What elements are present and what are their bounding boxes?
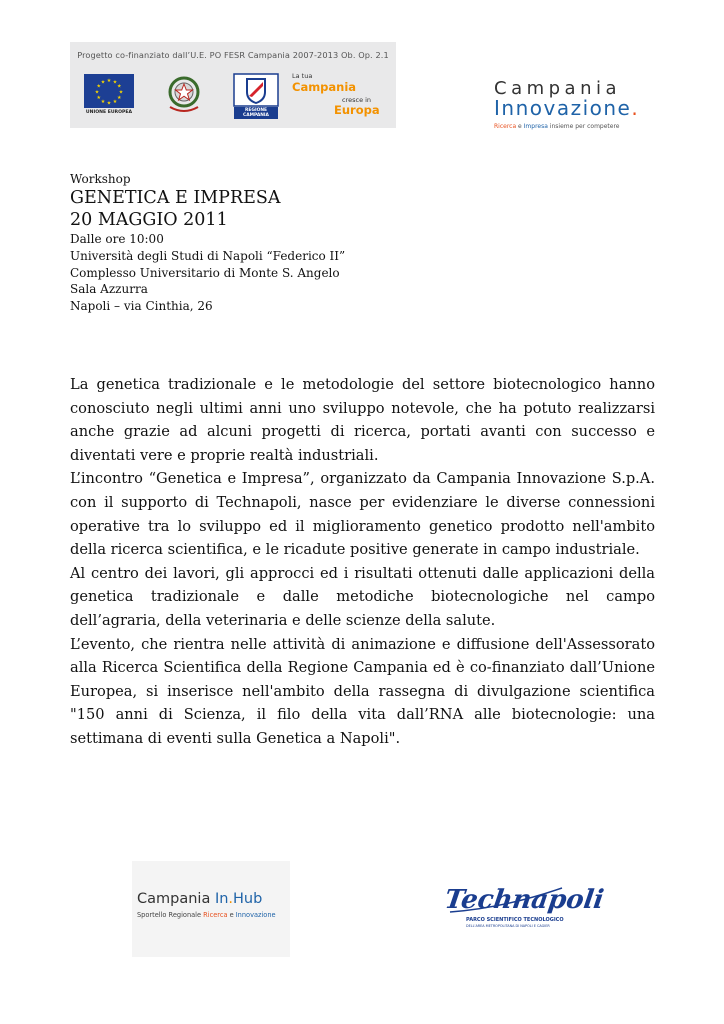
inhub-title (137, 891, 262, 907)
eu-flag-logo (84, 74, 134, 115)
technapoli-logo (442, 878, 606, 936)
svg-text:★: ★ (117, 95, 122, 101)
event-time: Dalle ore 10:00 (70, 232, 164, 246)
svg-text:★: ★ (100, 99, 106, 105)
svg-text:★: ★ (117, 83, 122, 90)
ce-line3: cresce in (342, 96, 372, 104)
paragraph-4: L’evento, che rientra nelle attività di animazione e diffusione dell'Assessorato alla Ricerca Scientifica della Regione Campania ed è co-finanziato dall’Unione Europea, si inserisce nell'ambito della rassegna di divulgazione scientifica "150 anni di Scienza, il filo della vita dall’RNA alle biotecnologie: una settimana di eventi sulla Genetica a Napoli". (70, 635, 655, 747)
technapoli-subtitle1: PARCO SCIENTIFICO TECNOLOGICO (466, 917, 564, 923)
inhub-sub-innovazione: Innovazione (235, 911, 276, 919)
technapoli-wordmark: Technapoli (442, 884, 606, 915)
svg-text:★: ★ (112, 79, 118, 86)
inhub-in: In (214, 891, 229, 907)
ci-logo-tagline (494, 123, 620, 130)
ci-logo-line2 (494, 96, 639, 120)
eu-label: UNIONE EUROPEA (85, 110, 133, 115)
inhub-campania: Campania (137, 891, 215, 907)
svg-text:★: ★ (112, 99, 118, 105)
banner-caption: Progetto co-finanziato dall’U.E. PO FESR Campania 2007-2013 Ob. Op. 2.1 (77, 50, 389, 60)
region-crest-icon (234, 74, 278, 106)
tagline-e: e (516, 123, 524, 130)
svg-text:★: ★ (106, 78, 112, 84)
tagline-rest: insieme per competere (547, 123, 620, 130)
italian-emblem-icon (166, 73, 202, 117)
event-header (70, 172, 630, 315)
event-address: Napoli – via Cinthia, 26 (70, 299, 213, 314)
technapoli-wordmark-icon (442, 878, 606, 918)
event-description (70, 373, 655, 751)
inhub-hub: Hub (233, 891, 263, 907)
ci-logo-word: Innovazione (494, 96, 632, 120)
svg-text:★: ★ (100, 79, 106, 86)
tagline-ricerca: Ricerca (494, 123, 517, 130)
ce-line1: La tua (292, 72, 313, 80)
svg-text:★: ★ (96, 95, 101, 101)
svg-text:★: ★ (118, 89, 124, 96)
ci-logo-line1: Campania (494, 78, 622, 99)
ce-line2: Campania (292, 80, 357, 94)
svg-text:★: ★ (96, 83, 101, 90)
svg-text:★: ★ (106, 100, 112, 107)
italian-republic-emblem (166, 73, 202, 117)
inhub-dot: . (228, 891, 234, 907)
region-label: REGIONE CAMPANIA (234, 107, 278, 119)
inhub-subtitle (137, 911, 276, 919)
inhub-sub-e: e (227, 911, 236, 919)
tagline-impresa: Impresa (523, 123, 548, 130)
campania-innovazione-logo (494, 78, 640, 134)
campania-inhub-logo (132, 861, 290, 957)
technapoli-subtitle2: DELL'AREA METROPOLITANA DI NAPOLI E CAGIER (466, 924, 550, 928)
workshop-label: Workshop (70, 172, 131, 186)
event-room: Sala Azzurra (70, 282, 148, 297)
regione-campania-logo (234, 74, 278, 118)
event-complex: Complesso Universitario di Monte S. Angelo (70, 265, 340, 280)
eu-flag-icon (84, 74, 134, 108)
ce-line4: Europa (334, 103, 380, 117)
inhub-sub-start: Sportello Regionale (137, 911, 204, 919)
ci-logo-dot: . (631, 96, 640, 120)
event-title: GENETICA E IMPRESA (70, 188, 281, 208)
cofinancing-banner (70, 42, 396, 128)
campania-europa-logo (292, 72, 386, 120)
paragraph-2: L’incontro “Genetica e Impresa”, organizzato da Campania Innovazione S.p.A. con il supporto di Technapoli, nasce per evidenziare le diverse connessioni operative tra lo sviluppo ed il miglioramento genetico prodotto nell'ambito della ricerca scientifica, e le ricadute positive generate in campo industriale. (70, 470, 655, 559)
paragraph-1: La genetica tradizionale e le metodologie del settore biotecnologico hanno conosciuto negli ultimi anni uno sviluppo notevole, che ha potuto realizzarsi anche grazie ad alcuni progetti di ricerca, portati avanti con successo e diventati vere e proprie realtà industriali. (70, 376, 655, 464)
event-university: Università degli Studi di Napoli “Federico II” (70, 248, 346, 263)
paragraph-3: Al centro dei lavori, gli approcci ed i risultati ottenuti dalle applicazioni della genetica tradizionale e dalle metodiche biotecnologiche nel campo dell’agraria, della veterinaria e delle scienze della salute. (70, 564, 655, 629)
inhub-sub-ricerca: Ricerca (203, 911, 228, 919)
event-date: 20 MAGGIO 2011 (70, 210, 228, 230)
svg-text:★: ★ (94, 89, 100, 96)
